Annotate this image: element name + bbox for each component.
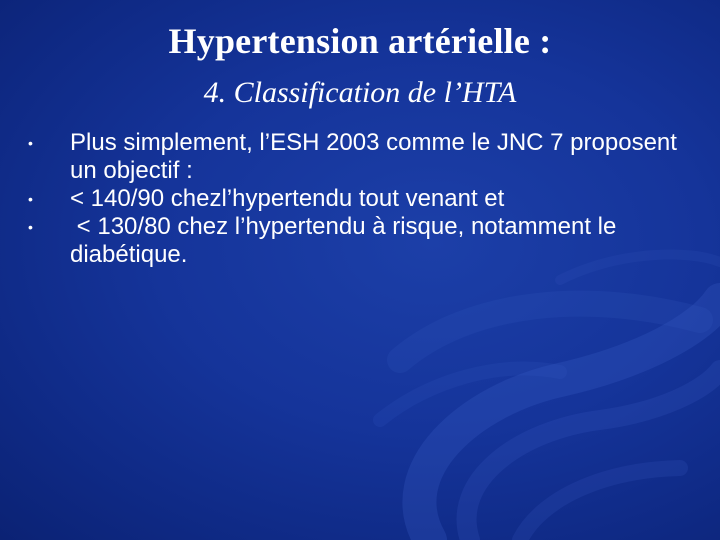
- bullet-icon: •: [28, 191, 33, 207]
- bullet-text: < 140/90 chezl’hypertendu tout venant et: [70, 185, 505, 212]
- bullet-item: [28, 213, 688, 269]
- slide-subtitle: 4. Classification de l’HTA: [203, 76, 517, 109]
- bullet-icon: •: [28, 219, 33, 235]
- bullet-list: [28, 129, 688, 269]
- bullet-icon: •: [28, 135, 33, 151]
- bullet-item: [28, 185, 688, 213]
- bullet-text: < 130/80 chez l’hypertendu à risque, notamment le diabétique.: [70, 213, 624, 268]
- bullet-text: Plus simplement, l’ESH 2003 comme le JNC 7 proposent un objectif :: [70, 129, 684, 184]
- slide-title: Hypertension artérielle :: [168, 21, 552, 61]
- bullet-item: [28, 129, 688, 185]
